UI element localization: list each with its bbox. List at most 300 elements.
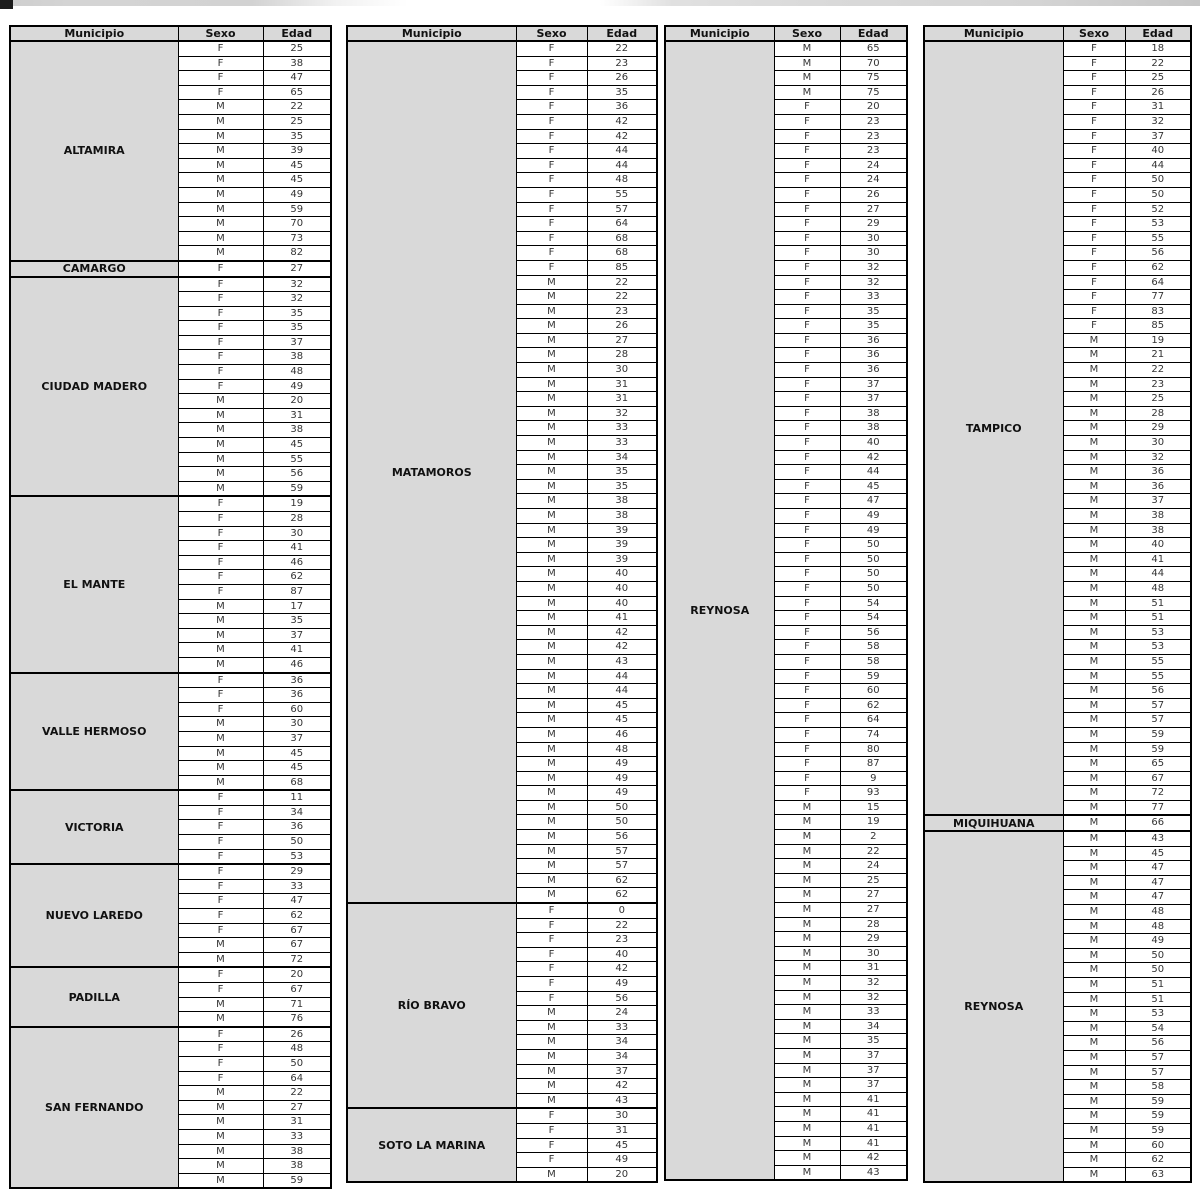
edad-cell: 83 xyxy=(1125,304,1191,319)
table-row xyxy=(924,815,1191,831)
edad-cell: 75 xyxy=(840,85,907,100)
sexo-cell: M xyxy=(1063,786,1125,801)
sexo-cell: F xyxy=(178,688,263,703)
edad-cell: 50 xyxy=(1125,173,1191,188)
sexo-cell: M xyxy=(516,465,587,480)
edad-cell: 27 xyxy=(840,202,907,217)
edad-cell: 49 xyxy=(263,379,331,394)
edad-cell: 36 xyxy=(840,348,907,363)
municipio-cell: VALLE HERMOSO xyxy=(10,673,178,791)
column-header-municipio: Municipio xyxy=(10,26,178,41)
edad-cell: 20 xyxy=(263,394,331,409)
edad-cell: 31 xyxy=(587,1123,657,1138)
edad-cell: 27 xyxy=(840,903,907,918)
edad-cell: 43 xyxy=(587,654,657,669)
sexo-cell: M xyxy=(516,625,587,640)
edad-cell: 70 xyxy=(840,56,907,71)
sexo-cell: F xyxy=(178,894,263,909)
edad-cell: 34 xyxy=(840,1019,907,1034)
sexo-cell: F xyxy=(1063,260,1125,275)
edad-cell: 50 xyxy=(263,1056,331,1071)
table-row xyxy=(10,261,331,277)
sexo-cell: F xyxy=(516,933,587,948)
sexo-cell: M xyxy=(1063,684,1125,699)
edad-cell: 42 xyxy=(587,1079,657,1094)
sexo-cell: F xyxy=(178,702,263,717)
edad-cell: 59 xyxy=(840,669,907,684)
sexo-cell: M xyxy=(516,596,587,611)
edad-cell: 67 xyxy=(263,983,331,998)
edad-cell: 59 xyxy=(263,202,331,217)
edad-cell: 40 xyxy=(587,581,657,596)
sexo-cell: M xyxy=(774,1019,840,1034)
edad-cell: 75 xyxy=(840,71,907,86)
sexo-cell: M xyxy=(178,158,263,173)
sexo-cell: M xyxy=(178,187,263,202)
edad-cell: 57 xyxy=(1125,1050,1191,1065)
edad-cell: 22 xyxy=(840,844,907,859)
edad-cell: 48 xyxy=(587,173,657,188)
edad-cell: 30 xyxy=(587,363,657,378)
edad-cell: 68 xyxy=(587,246,657,261)
edad-cell: 37 xyxy=(1125,129,1191,144)
sexo-cell: F xyxy=(774,611,840,626)
edad-cell: 36 xyxy=(263,673,331,688)
edad-cell: 43 xyxy=(840,1165,907,1180)
edad-cell: 59 xyxy=(1125,1109,1191,1124)
edad-cell: 31 xyxy=(840,961,907,976)
sexo-cell: M xyxy=(774,961,840,976)
sexo-cell: M xyxy=(516,654,587,669)
edad-cell: 42 xyxy=(587,625,657,640)
sexo-cell: M xyxy=(774,888,840,903)
sexo-cell: F xyxy=(178,41,263,56)
sexo-cell: M xyxy=(774,815,840,830)
edad-cell: 20 xyxy=(263,967,331,982)
edad-cell: 40 xyxy=(1125,538,1191,553)
sexo-cell: F xyxy=(774,509,840,524)
edad-cell: 45 xyxy=(587,698,657,713)
sexo-cell: M xyxy=(178,1086,263,1101)
edad-cell: 17 xyxy=(263,599,331,614)
edad-cell: 42 xyxy=(840,450,907,465)
edad-cell: 47 xyxy=(1125,890,1191,905)
sexo-cell: F xyxy=(178,379,263,394)
edad-cell: 31 xyxy=(587,377,657,392)
sexo-cell: M xyxy=(178,452,263,467)
edad-cell: 23 xyxy=(587,933,657,948)
municipio-cell: CAMARGO xyxy=(10,261,178,277)
edad-cell: 29 xyxy=(1125,421,1191,436)
edad-cell: 45 xyxy=(263,173,331,188)
sexo-cell: F xyxy=(178,1027,263,1042)
cropped-row-artifact-corner xyxy=(0,0,13,9)
edad-cell: 65 xyxy=(840,41,907,56)
edad-cell: 31 xyxy=(1125,100,1191,115)
sexo-cell: M xyxy=(1063,581,1125,596)
edad-cell: 45 xyxy=(263,158,331,173)
sexo-cell: M xyxy=(178,100,263,115)
table-row xyxy=(10,673,331,688)
sexo-cell: M xyxy=(516,523,587,538)
sexo-cell: F xyxy=(516,217,587,232)
edad-cell: 29 xyxy=(840,932,907,947)
edad-cell: 43 xyxy=(587,1093,657,1108)
sexo-cell: F xyxy=(516,144,587,159)
table-row xyxy=(924,41,1191,56)
sexo-cell: M xyxy=(1063,611,1125,626)
edad-cell: 44 xyxy=(840,465,907,480)
edad-cell: 45 xyxy=(263,438,331,453)
sexo-cell: M xyxy=(516,698,587,713)
edad-cell: 50 xyxy=(587,815,657,830)
sexo-cell: F xyxy=(1063,129,1125,144)
sexo-cell: F xyxy=(774,567,840,582)
edad-cell: 50 xyxy=(1125,963,1191,978)
edad-cell: 38 xyxy=(587,494,657,509)
sexo-cell: F xyxy=(774,304,840,319)
edad-cell: 49 xyxy=(587,786,657,801)
sexo-cell: M xyxy=(1063,494,1125,509)
edad-cell: 66 xyxy=(1125,815,1191,831)
sexo-cell: M xyxy=(774,41,840,56)
edad-cell: 48 xyxy=(587,742,657,757)
edad-cell: 38 xyxy=(263,350,331,365)
edad-cell: 57 xyxy=(1125,1065,1191,1080)
sexo-cell: M xyxy=(1063,669,1125,684)
edad-cell: 22 xyxy=(1125,56,1191,71)
sexo-cell: M xyxy=(1063,742,1125,757)
edad-cell: 44 xyxy=(587,669,657,684)
sexo-cell: F xyxy=(178,820,263,835)
edad-cell: 40 xyxy=(587,947,657,962)
edad-cell: 46 xyxy=(263,657,331,672)
edad-cell: 41 xyxy=(840,1121,907,1136)
sexo-cell: M xyxy=(516,333,587,348)
sexo-cell: F xyxy=(774,494,840,509)
column-header-edad: Edad xyxy=(587,26,657,41)
sexo-cell: M xyxy=(516,713,587,728)
sexo-cell: F xyxy=(774,406,840,421)
edad-cell: 48 xyxy=(1125,581,1191,596)
sexo-cell: M xyxy=(1063,905,1125,920)
edad-cell: 56 xyxy=(1125,246,1191,261)
edad-cell: 82 xyxy=(263,246,331,261)
municipio-sexo-edad-table-4 xyxy=(923,25,1192,1183)
edad-cell: 32 xyxy=(263,292,331,307)
sexo-cell: M xyxy=(178,1129,263,1144)
sexo-cell: F xyxy=(178,496,263,511)
edad-cell: 56 xyxy=(587,991,657,1006)
edad-cell: 28 xyxy=(587,348,657,363)
sexo-cell: F xyxy=(1063,56,1125,71)
edad-cell: 60 xyxy=(840,684,907,699)
sexo-cell: M xyxy=(774,976,840,991)
edad-cell: 35 xyxy=(840,319,907,334)
edad-cell: 19 xyxy=(1125,333,1191,348)
edad-cell: 58 xyxy=(1125,1080,1191,1095)
edad-cell: 50 xyxy=(840,552,907,567)
sexo-cell: F xyxy=(516,1153,587,1168)
edad-cell: 53 xyxy=(1125,625,1191,640)
sexo-cell: F xyxy=(774,246,840,261)
edad-cell: 26 xyxy=(263,1027,331,1042)
edad-cell: 49 xyxy=(263,187,331,202)
edad-cell: 51 xyxy=(1125,992,1191,1007)
edad-cell: 2 xyxy=(840,830,907,845)
sexo-cell: M xyxy=(774,1107,840,1122)
sexo-cell: M xyxy=(774,873,840,888)
table-row xyxy=(924,831,1191,846)
sexo-cell: M xyxy=(774,71,840,86)
edad-cell: 22 xyxy=(263,1086,331,1101)
sexo-cell: M xyxy=(178,1144,263,1159)
sexo-cell: M xyxy=(178,775,263,790)
edad-cell: 22 xyxy=(587,41,657,56)
edad-cell: 57 xyxy=(1125,713,1191,728)
edad-cell: 56 xyxy=(840,625,907,640)
edad-cell: 63 xyxy=(1125,1167,1191,1182)
sexo-cell: M xyxy=(178,628,263,643)
sexo-cell: F xyxy=(516,246,587,261)
sexo-cell: F xyxy=(1063,246,1125,261)
sexo-cell: M xyxy=(774,917,840,932)
edad-cell: 51 xyxy=(1125,978,1191,993)
table-row xyxy=(347,1108,657,1123)
edad-cell: 33 xyxy=(263,1129,331,1144)
sexo-cell: M xyxy=(1063,523,1125,538)
edad-cell: 35 xyxy=(840,1034,907,1049)
sexo-cell: M xyxy=(516,800,587,815)
edad-cell: 57 xyxy=(587,844,657,859)
sexo-cell: F xyxy=(178,983,263,998)
edad-cell: 38 xyxy=(263,423,331,438)
sexo-cell: M xyxy=(1063,1153,1125,1168)
edad-cell: 49 xyxy=(587,977,657,992)
edad-cell: 32 xyxy=(1125,450,1191,465)
sexo-cell: M xyxy=(516,304,587,319)
sexo-cell: M xyxy=(516,392,587,407)
sexo-cell: M xyxy=(774,1165,840,1180)
edad-cell: 30 xyxy=(840,946,907,961)
sexo-cell: M xyxy=(1063,567,1125,582)
data-table-1 xyxy=(9,25,332,1189)
table-row xyxy=(10,41,331,56)
edad-cell: 44 xyxy=(1125,158,1191,173)
sexo-cell: F xyxy=(774,523,840,538)
sexo-cell: M xyxy=(1063,800,1125,815)
sexo-cell: M xyxy=(516,1020,587,1035)
edad-cell: 77 xyxy=(1125,290,1191,305)
municipio-cell: TAMPICO xyxy=(924,41,1063,815)
sexo-cell: F xyxy=(774,669,840,684)
edad-cell: 67 xyxy=(263,923,331,938)
edad-cell: 32 xyxy=(840,260,907,275)
sexo-cell: M xyxy=(1063,640,1125,655)
sexo-cell: F xyxy=(178,879,263,894)
sexo-cell: M xyxy=(774,1121,840,1136)
sexo-cell: F xyxy=(178,1056,263,1071)
sexo-cell: M xyxy=(1063,450,1125,465)
sexo-cell: F xyxy=(774,363,840,378)
sexo-cell: M xyxy=(1063,992,1125,1007)
sexo-cell: F xyxy=(516,114,587,129)
edad-cell: 50 xyxy=(1125,948,1191,963)
sexo-cell: F xyxy=(774,231,840,246)
edad-cell: 47 xyxy=(263,894,331,909)
edad-cell: 28 xyxy=(840,917,907,932)
edad-cell: 50 xyxy=(840,538,907,553)
edad-cell: 85 xyxy=(587,260,657,275)
sexo-cell: M xyxy=(1063,654,1125,669)
sexo-cell: M xyxy=(1063,875,1125,890)
edad-cell: 36 xyxy=(263,820,331,835)
sexo-cell: M xyxy=(516,830,587,845)
edad-cell: 19 xyxy=(263,496,331,511)
edad-cell: 33 xyxy=(587,1020,657,1035)
sexo-cell: M xyxy=(1063,890,1125,905)
sexo-cell: M xyxy=(1063,1065,1125,1080)
sexo-cell: F xyxy=(178,864,263,879)
edad-cell: 26 xyxy=(1125,85,1191,100)
sexo-cell: M xyxy=(516,873,587,888)
sexo-cell: F xyxy=(178,56,263,71)
sexo-cell: M xyxy=(178,1012,263,1027)
sexo-cell: F xyxy=(516,85,587,100)
sexo-cell: F xyxy=(178,526,263,541)
sexo-cell: M xyxy=(516,1035,587,1050)
edad-cell: 37 xyxy=(840,1063,907,1078)
sexo-cell: F xyxy=(178,292,263,307)
sexo-cell: F xyxy=(178,261,263,277)
edad-cell: 33 xyxy=(263,879,331,894)
sexo-cell: F xyxy=(774,713,840,728)
edad-cell: 62 xyxy=(587,873,657,888)
edad-cell: 26 xyxy=(587,71,657,86)
sexo-cell: F xyxy=(178,570,263,585)
edad-cell: 48 xyxy=(1125,905,1191,920)
edad-cell: 30 xyxy=(1125,436,1191,451)
edad-cell: 41 xyxy=(840,1136,907,1151)
sexo-cell: F xyxy=(178,923,263,938)
edad-cell: 53 xyxy=(1125,217,1191,232)
sexo-cell: M xyxy=(774,946,840,961)
sexo-cell: M xyxy=(178,761,263,776)
sexo-cell: M xyxy=(1063,596,1125,611)
sexo-cell: F xyxy=(178,805,263,820)
sexo-cell: M xyxy=(178,423,263,438)
sexo-cell: M xyxy=(1063,1094,1125,1109)
sexo-cell: M xyxy=(178,1159,263,1174)
edad-cell: 42 xyxy=(587,114,657,129)
sexo-cell: F xyxy=(774,581,840,596)
sexo-cell: M xyxy=(516,640,587,655)
sexo-cell: F xyxy=(774,319,840,334)
edad-cell: 38 xyxy=(263,56,331,71)
sexo-cell: M xyxy=(1063,815,1125,831)
sexo-cell: M xyxy=(516,1006,587,1021)
edad-cell: 0 xyxy=(587,903,657,918)
municipio-sexo-edad-table-3 xyxy=(664,25,908,1181)
sexo-cell: M xyxy=(1063,1167,1125,1182)
edad-cell: 36 xyxy=(840,333,907,348)
sexo-cell: M xyxy=(516,509,587,524)
header-row xyxy=(347,26,657,41)
edad-cell: 68 xyxy=(587,231,657,246)
sexo-cell: M xyxy=(516,567,587,582)
edad-cell: 35 xyxy=(263,321,331,336)
sexo-cell: M xyxy=(1063,392,1125,407)
sexo-cell: F xyxy=(1063,202,1125,217)
column-header-sexo: Sexo xyxy=(1063,26,1125,41)
data-table-3 xyxy=(664,25,908,1181)
sexo-cell: M xyxy=(516,1049,587,1064)
data-table-4 xyxy=(923,25,1192,1183)
edad-cell: 44 xyxy=(1125,567,1191,582)
sexo-cell: F xyxy=(178,673,263,688)
sexo-cell: M xyxy=(1063,1109,1125,1124)
sexo-cell: F xyxy=(774,552,840,567)
sexo-cell: F xyxy=(516,947,587,962)
edad-cell: 56 xyxy=(1125,1036,1191,1051)
edad-cell: 41 xyxy=(1125,552,1191,567)
sexo-cell: M xyxy=(178,614,263,629)
sexo-cell: M xyxy=(1063,377,1125,392)
edad-cell: 34 xyxy=(587,450,657,465)
edad-cell: 87 xyxy=(840,757,907,772)
sexo-cell: M xyxy=(774,1005,840,1020)
sexo-cell: M xyxy=(774,1063,840,1078)
sexo-cell: F xyxy=(178,1042,263,1057)
edad-cell: 33 xyxy=(587,436,657,451)
sexo-cell: F xyxy=(774,450,840,465)
sexo-cell: F xyxy=(516,129,587,144)
edad-cell: 50 xyxy=(1125,187,1191,202)
sexo-cell: F xyxy=(774,217,840,232)
edad-cell: 64 xyxy=(1125,275,1191,290)
sexo-cell: M xyxy=(1063,831,1125,846)
sexo-cell: F xyxy=(516,991,587,1006)
sexo-cell: M xyxy=(1063,436,1125,451)
sexo-cell: F xyxy=(774,377,840,392)
edad-cell: 22 xyxy=(587,290,657,305)
sexo-cell: M xyxy=(516,275,587,290)
edad-cell: 37 xyxy=(263,731,331,746)
sexo-cell: F xyxy=(516,260,587,275)
edad-cell: 45 xyxy=(587,1138,657,1153)
edad-cell: 54 xyxy=(1125,1021,1191,1036)
column-header-edad: Edad xyxy=(263,26,331,41)
edad-cell: 54 xyxy=(840,611,907,626)
sexo-cell: F xyxy=(774,202,840,217)
sexo-cell: M xyxy=(178,746,263,761)
sexo-cell: M xyxy=(178,657,263,672)
sexo-cell: M xyxy=(178,938,263,953)
edad-cell: 25 xyxy=(1125,392,1191,407)
edad-cell: 55 xyxy=(1125,669,1191,684)
sexo-cell: M xyxy=(774,1151,840,1166)
sexo-cell: M xyxy=(516,363,587,378)
sexo-cell: F xyxy=(516,962,587,977)
table-row xyxy=(10,790,331,805)
sexo-cell: M xyxy=(516,479,587,494)
edad-cell: 32 xyxy=(263,277,331,292)
edad-cell: 23 xyxy=(840,129,907,144)
edad-cell: 37 xyxy=(263,628,331,643)
sexo-cell: M xyxy=(774,85,840,100)
edad-cell: 30 xyxy=(263,526,331,541)
header-row xyxy=(924,26,1191,41)
